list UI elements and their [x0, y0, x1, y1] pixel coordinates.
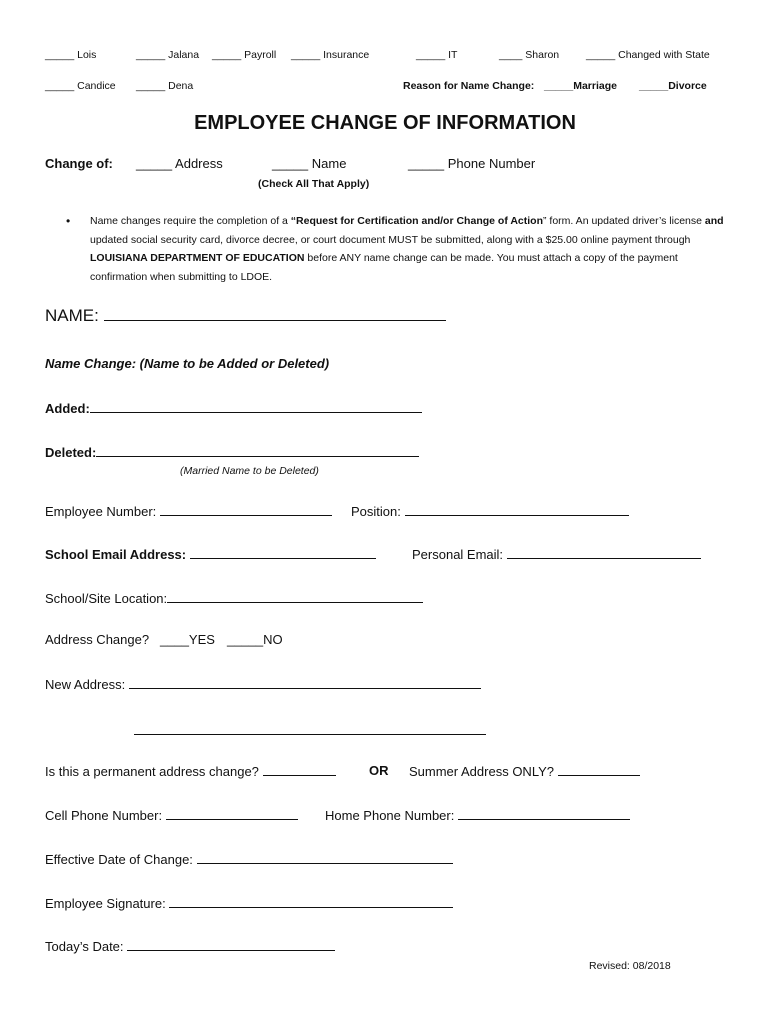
new-address-input-line-2[interactable] — [134, 734, 486, 735]
todays-date-field — [45, 938, 335, 954]
change-of-name[interactable]: _____ Name — [272, 156, 347, 171]
summer-field — [409, 763, 640, 779]
address-change-yes[interactable]: ____YES — [160, 632, 215, 647]
name-field — [45, 305, 446, 326]
deleted-label: Deleted: — [45, 445, 97, 460]
routing-sharon[interactable]: ____ Sharon — [499, 49, 560, 61]
revised-date: Revised: 08/2018 — [589, 960, 671, 972]
location-label: School/Site Location: — [45, 591, 168, 606]
added-input-line[interactable] — [90, 400, 422, 413]
effective-date-label: Effective Date of Change: — [45, 852, 193, 867]
location-input-line[interactable] — [167, 590, 423, 603]
name-label: NAME: — [45, 306, 99, 325]
school-email-field — [45, 546, 376, 562]
routing-payroll[interactable]: _____ Payroll — [212, 49, 277, 61]
deleted-input-line[interactable] — [96, 444, 419, 457]
deleted-field — [45, 444, 419, 460]
personal-email-label: Personal Email: — [412, 547, 504, 562]
change-of-label: Change of: — [45, 156, 113, 171]
name-change-heading: Name Change: (Name to be Added or Deleted) — [45, 356, 330, 371]
employee-number-input-line[interactable] — [160, 503, 332, 516]
reason-divorce[interactable]: _____Divorce — [639, 80, 707, 92]
school-email-input-line[interactable] — [190, 546, 376, 559]
signature-input-line[interactable] — [169, 895, 453, 908]
page-title: EMPLOYEE CHANGE OF INFORMATION — [194, 112, 576, 134]
address-change-no[interactable]: _____NO — [227, 632, 283, 647]
new-address-field — [45, 676, 481, 692]
change-of-address[interactable]: _____ Address — [136, 156, 223, 171]
new-address-label: New Address: — [45, 677, 126, 692]
name-input-line[interactable] — [104, 305, 446, 321]
cell-phone-input-line[interactable] — [166, 807, 298, 820]
reason-marriage[interactable]: _____Marriage — [544, 80, 617, 92]
new-address-input-line[interactable] — [129, 676, 481, 689]
reason-label: Reason for Name Change: — [403, 80, 535, 92]
routing-lois[interactable]: _____ Lois — [45, 49, 97, 61]
permanent-field — [45, 763, 336, 779]
bullet-icon: • — [66, 214, 71, 228]
permanent-input-line[interactable] — [263, 763, 336, 776]
effective-date-field — [45, 851, 453, 867]
todays-date-label: Today’s Date: — [45, 939, 124, 954]
personal-email-input-line[interactable] — [507, 546, 701, 559]
home-phone-field — [325, 807, 630, 823]
routing-dena[interactable]: _____ Dena — [136, 80, 194, 92]
permanent-label: Is this a permanent address change? — [45, 764, 259, 779]
home-phone-input-line[interactable] — [458, 807, 630, 820]
added-label: Added: — [45, 401, 90, 416]
routing-it[interactable]: _____ IT — [416, 49, 458, 61]
routing-candice[interactable]: _____ Candice — [45, 80, 116, 92]
position-field — [351, 503, 629, 519]
location-field — [45, 590, 423, 606]
personal-email-field — [412, 546, 701, 562]
summer-label: Summer Address ONLY? — [409, 764, 554, 779]
effective-date-input-line[interactable] — [197, 851, 453, 864]
or-label: OR — [369, 763, 389, 778]
check-all-note: (Check All That Apply) — [258, 178, 370, 190]
address-change-label: Address Change? — [45, 632, 150, 647]
signature-label: Employee Signature: — [45, 896, 166, 911]
routing-insurance[interactable]: _____ Insurance — [291, 49, 370, 61]
cell-phone-field — [45, 807, 298, 823]
employee-number-label: Employee Number: — [45, 504, 157, 519]
employee-number-field — [45, 503, 332, 519]
summer-input-line[interactable] — [558, 763, 640, 776]
signature-field — [45, 895, 453, 911]
routing-changed-with-state[interactable]: _____ Changed with State — [586, 49, 710, 61]
position-label: Position: — [351, 504, 401, 519]
school-email-label: School Email Address: — [45, 547, 187, 562]
cell-phone-label: Cell Phone Number: — [45, 808, 163, 823]
change-of-phone[interactable]: _____ Phone Number — [408, 156, 536, 171]
name-change-notice: Name changes require the completion of a “Request for Certification and/or Change of Action” form. An updated driver’s license and updated social security card, divorce decree, or court document MUST be submitted, along with a $25.00 online payment through LOUISIANA DEPARTMENT OF EDUCATION before ANY name change can be made. You must attach a copy of the payment confirmation when submitting to LDOE. — [90, 215, 724, 283]
routing-jalana[interactable]: _____ Jalana — [136, 49, 200, 61]
added-field — [45, 400, 422, 416]
todays-date-input-line[interactable] — [127, 938, 335, 951]
deleted-note: (Married Name to be Deleted) — [180, 465, 319, 477]
position-input-line[interactable] — [405, 503, 629, 516]
home-phone-label: Home Phone Number: — [325, 808, 455, 823]
